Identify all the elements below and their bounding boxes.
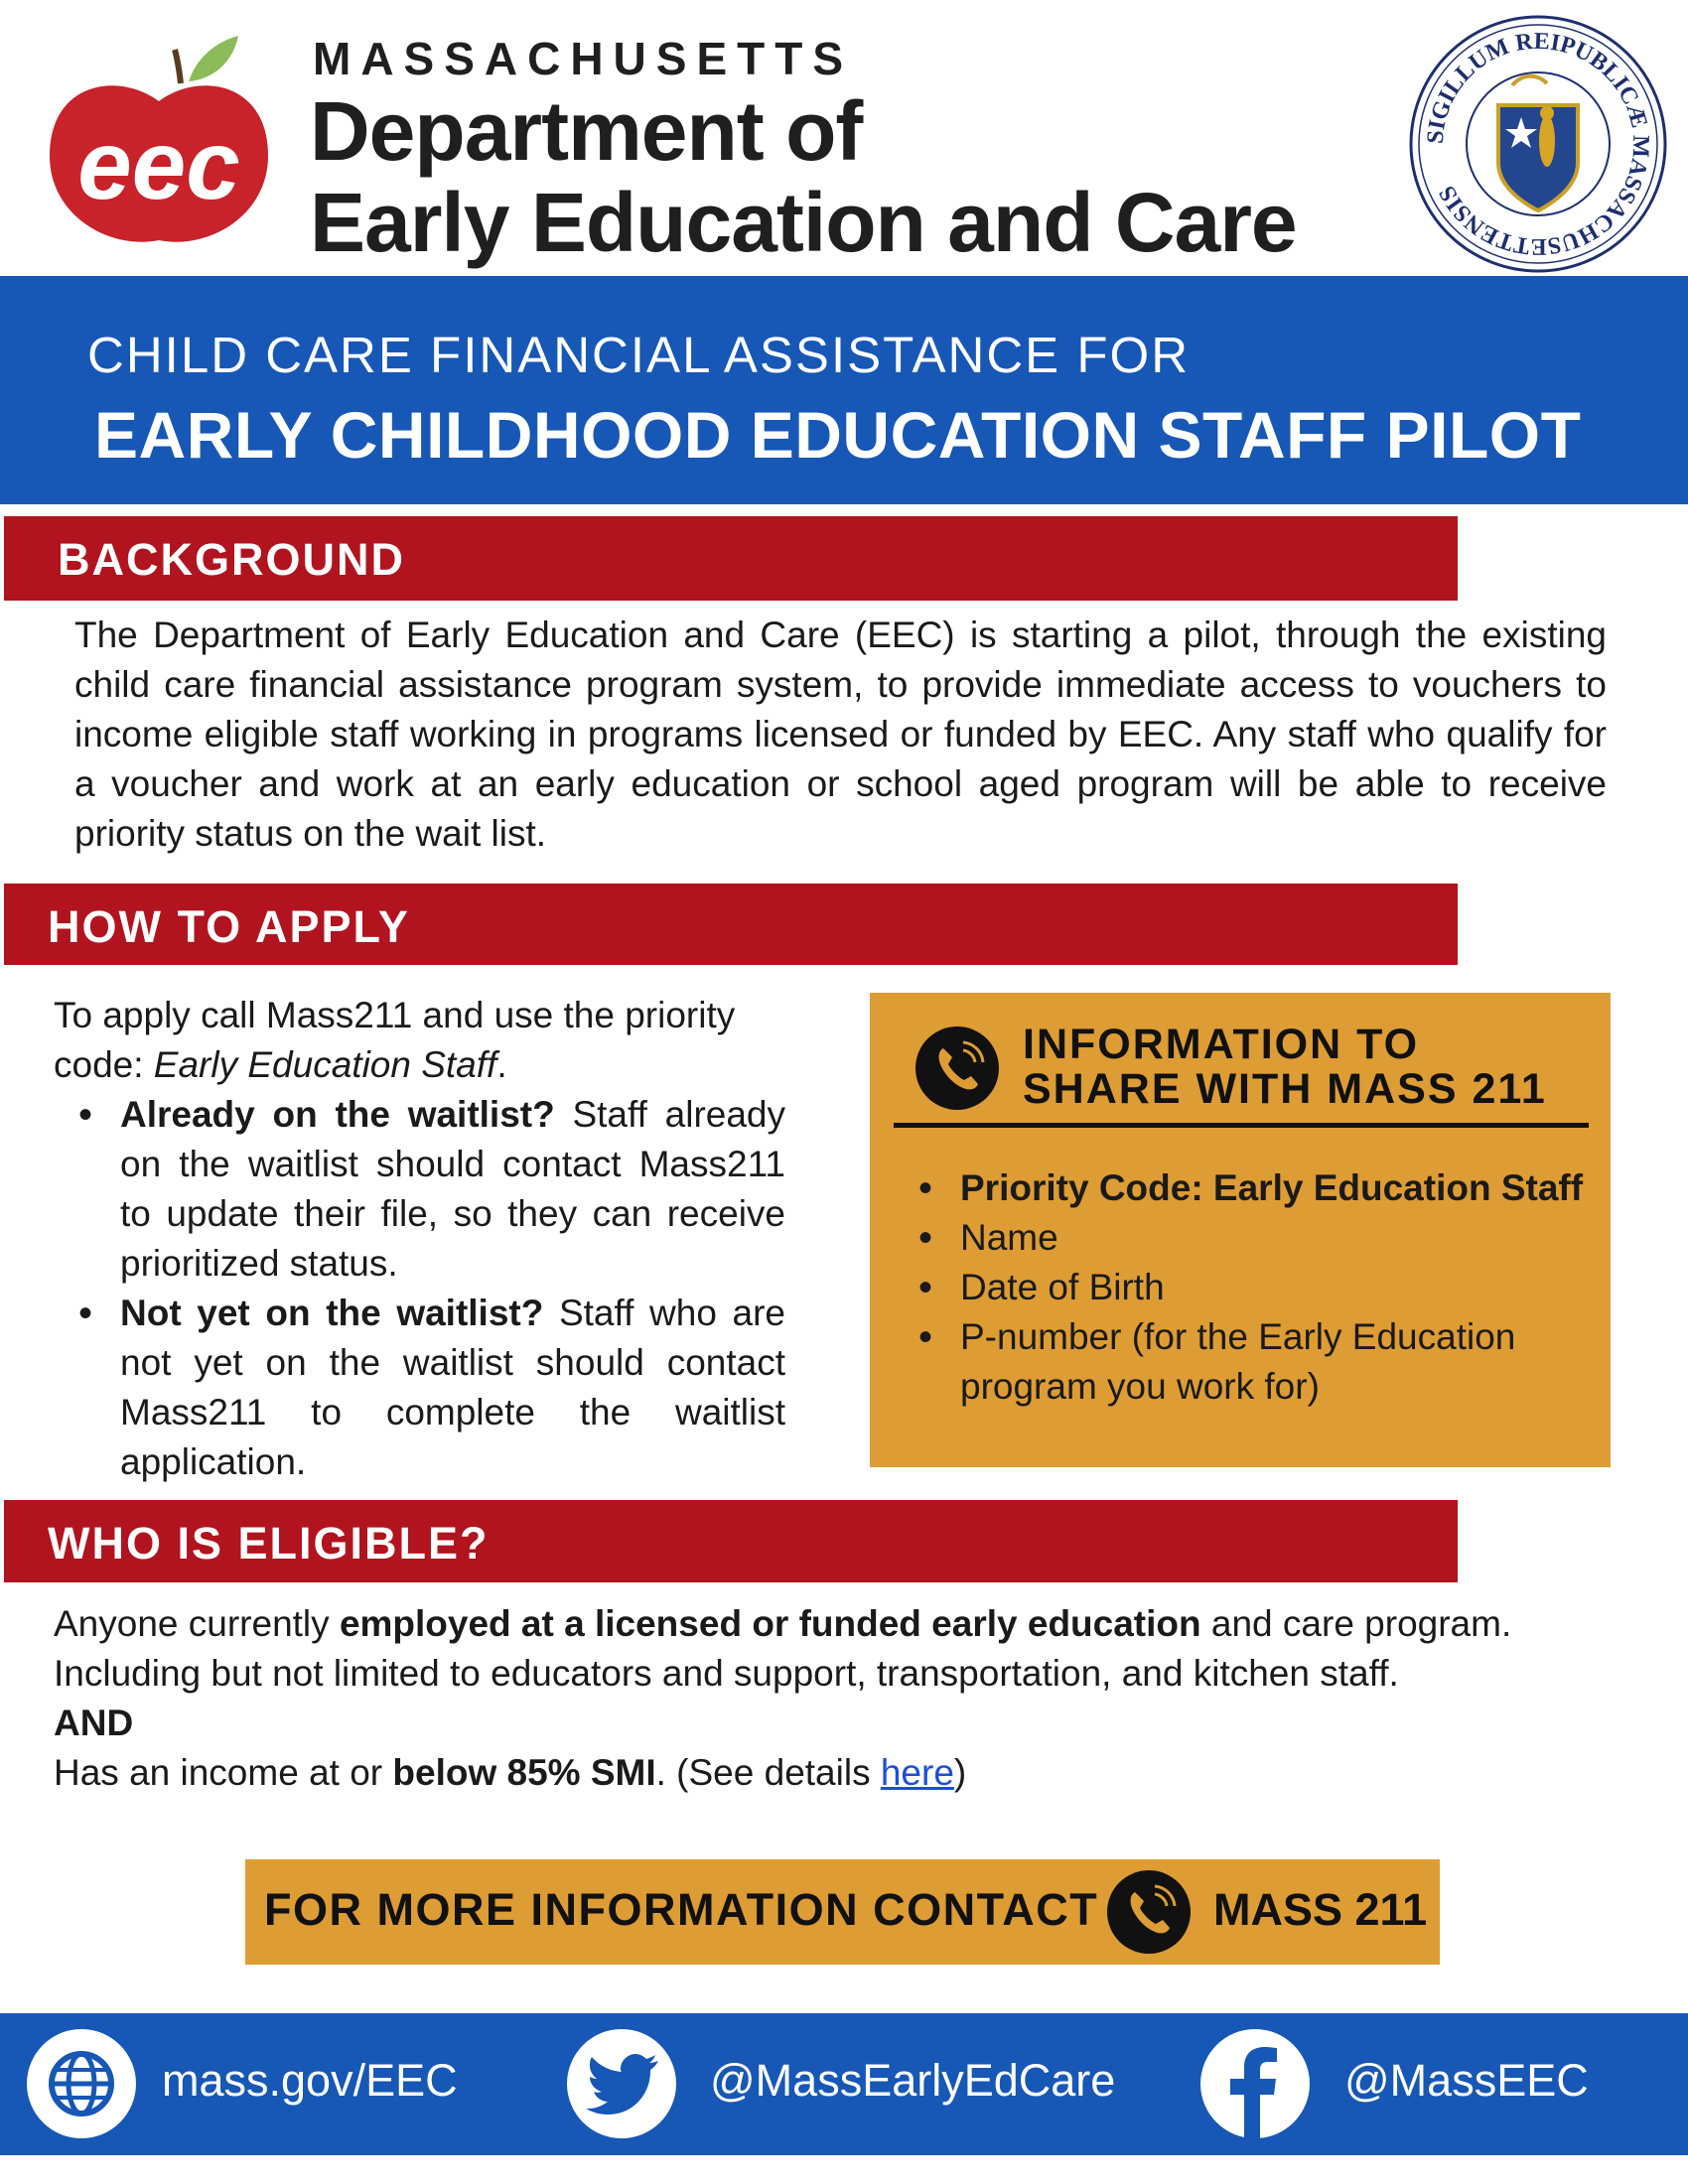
eligible-heading-bar [4,1500,1458,1582]
contact-label: FOR MORE INFORMATION CONTACT [264,1884,1099,1935]
eligible-text [54,1599,1622,1798]
how-to-apply-heading: HOW TO APPLY [48,901,410,952]
logo-text: eec [77,110,240,219]
background-text: The Department of Early Education and Care (EEC) is starting a pilot, through the existing child care financial assistance program system, to provide immediate access to vouchers to income eligible staff working in programs licensed or funded by EEC. Any staff who qualify for a voucher and work at an early education or school aged program will be able to receive priority status on the wait list. [74,614,1607,854]
eligible-heading: WHO IS ELIGIBLE? [48,1518,490,1569]
state-name: MASSACHUSETTS [313,33,854,84]
eligible-line1: Anyone currently employed at a licensed or funded early education and care program. [54,1603,1512,1644]
background-heading-bar [4,516,1458,601]
list-item: • P-number (for the Early Education program you work for) [960,1312,1635,1412]
list-item: • Not yet on the waitlist? Staff who are not yet on the waitlist should contact Mass211 to complete the waitlist application. [120,1289,785,1487]
website-link[interactable]: mass.gov/EEC [162,2055,458,2106]
globe-icon[interactable] [27,2029,136,2138]
department-name-line2: Early Education and Care [310,176,1297,269]
eligible-line4: Has an income at or below 85% SMI. (See details here) [54,1752,967,1793]
eligible-line2: Including but not limited to educators and support, transportation, and kitchen staff. [54,1653,1399,1694]
banner-title: EARLY CHILDHOOD EDUCATION STAFF PILOT [94,398,1582,472]
phone-icon [914,1024,1001,1112]
list-item: • Already on the waitlist? Staff already on the waitlist should contact Mass211 to update their file, so they can receive prioritized status. [120,1090,785,1289]
eec-logo [40,22,278,260]
banner-subtitle: CHILD CARE FINANCIAL ASSISTANCE FOR [87,327,1191,383]
details-link[interactable]: here [880,1752,954,1793]
info-box-title: INFORMATION TO SHARE WITH MASS 211 [1023,1021,1547,1113]
phone-icon [1105,1868,1193,1956]
facebook-icon[interactable] [1200,2029,1310,2138]
eligible-and: AND [54,1703,134,1743]
twitter-handle[interactable]: @MassEarlyEdCare [710,2055,1116,2106]
how-to-apply-content [54,991,785,1487]
apply-intro: To apply call Mass211 and use the priority code: Early Education Staff. [54,995,736,1085]
how-to-apply-heading-bar [4,884,1458,965]
facebook-handle[interactable]: @MassEEC [1344,2055,1589,2106]
contact-target: MASS 211 [1213,1884,1428,1935]
department-name-line1: Department of [310,84,863,178]
priority-code-text: Early Education Staff [153,1044,497,1085]
seal-inscription: SIGILLUM REIPUBLICÆ MASSACHUSETTENSIS [1422,28,1654,260]
info-box-list [894,1163,1635,1412]
list-item: • Name [960,1213,1635,1263]
info-box-divider [894,1123,1589,1128]
list-item: • Priority Code: Early Education Staff [960,1163,1635,1213]
apply-bullets [54,1090,785,1487]
list-item: • Date of Birth [960,1263,1635,1312]
twitter-icon[interactable] [567,2029,676,2138]
background-heading: BACKGROUND [58,534,405,585]
massachusetts-seal [1408,14,1668,274]
